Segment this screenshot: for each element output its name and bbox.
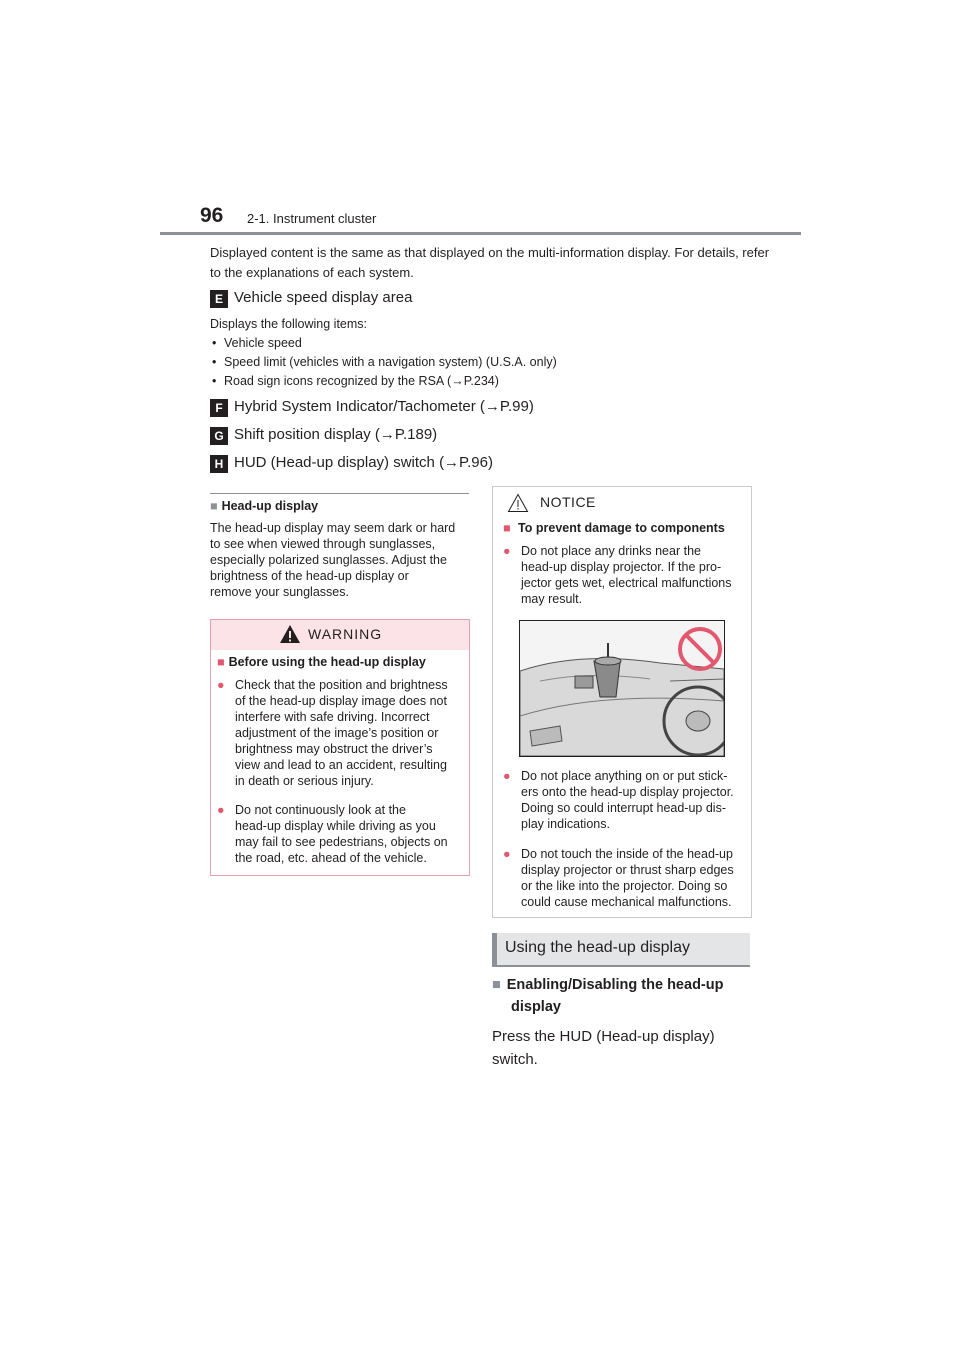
text-line: remove your sunglasses. [210,585,349,599]
circle-bullet-icon: ● [217,678,225,692]
dashboard-illustration [519,620,725,757]
speed-display-description [210,315,557,391]
hud-note-heading [210,499,318,513]
hud-note-heading-text: Head-up display [221,499,319,513]
text-line: Doing so could interrupt head-up dis- [521,801,726,815]
text-line: interfere with safe driving. Incorrect [235,710,430,724]
notice-bullet-2 [503,768,749,834]
square-bullet-icon: ■ [217,655,225,669]
item-label-e: E [210,290,228,308]
warning-triangle-icon [279,624,301,644]
item-title-g: Shift position display (→P.189) [234,426,438,443]
text-line: Do not touch the inside of the head-up [521,847,733,861]
notice-subheading [503,521,725,535]
divider [210,493,469,494]
notice-subheading-text: To prevent damage to components [518,521,725,535]
warning-bullet-2 [217,802,467,868]
list-item: • Vehicle speed [210,334,557,353]
notice-bullet-1 [503,543,749,609]
square-bullet-icon: ■ [210,499,218,513]
enable-disable-heading [492,974,723,1018]
text-line: adjustment of the image’s position or [235,726,439,740]
text-line: especially polarized sunglasses. Adjust the [210,553,447,567]
item-label-h: H [210,455,228,473]
section-title: 2-1. Instrument cluster [247,211,377,226]
circle-bullet-icon: ● [503,847,511,861]
dashboard-drawing-icon [520,621,724,756]
item-label-f: F [210,399,228,417]
text-line: Do not continuously look at the [235,803,406,817]
text-line: display projector or thrust sharp edges [521,863,734,877]
bullet-text [521,543,732,607]
warning-box [210,619,470,876]
text-line: The head-up display may seem dark or hard [210,521,456,535]
text-line: play indications. [521,817,610,831]
item-title-h: HUD (Head-up display) switch (→P.96) [234,454,493,471]
warning-subheading [217,655,426,669]
text-line: Press the HUD (Head-up display) [492,1028,715,1045]
item-title-e: Vehicle speed display area [234,289,413,306]
item-title-f: Hybrid System Indicator/Tachometer (→P.99) [234,398,534,415]
section-heading-accent [492,933,497,967]
circle-bullet-icon: ● [503,769,511,783]
notice-box [492,486,752,918]
bullet-text [521,846,734,910]
warning-subheading-text: Before using the head-up display [228,655,426,669]
square-bullet-icon: ■ [503,521,511,535]
heading-line: display [511,999,561,1015]
text-line: the road, etc. ahead of the vehicle. [235,851,427,865]
text-line: brightness may obstruct the driver’s [235,742,433,756]
circle-bullet-icon: ● [503,544,511,558]
text-line: could cause mechanical malfunctions. [521,895,732,909]
list-item: • Road sign icons recognized by the RSA (→P.234) [210,372,557,391]
text-line: jector gets wet, electrical malfunctions [521,576,732,590]
text-line: or the like into the projector. Doing so [521,879,728,893]
text-line: to see when viewed through sunglasses, [210,537,436,551]
text-line: brightness of the head-up display or [210,569,409,583]
section-heading: Using the head-up display [505,939,691,956]
press-instruction [492,1025,750,1071]
warning-title: WARNING [308,626,383,642]
text-line: Do not place any drinks near the [521,544,701,558]
hud-note-text [210,520,472,600]
page-number: 96 [200,204,224,227]
text-line: in death or serious injury. [235,774,374,788]
text-line: head-up display projector. If the pro- [521,560,722,574]
text-line: switch. [492,1051,538,1068]
intro-paragraph: Displayed content is the same as that displayed on the multi-information display. For details, refer to the explanations of each system. [210,245,770,280]
text-line: of the head-up display image does not [235,694,447,708]
circle-bullet-icon: ● [217,803,225,817]
text-line: may fail to see pedestrians, objects on [235,835,448,849]
bullet-text [235,677,448,789]
text-line: Check that the position and brightness [235,678,448,692]
bullet-text [521,768,734,832]
bullet-text [235,802,448,866]
speed-desc-intro: Displays the following items: [210,317,368,331]
notice-bullet-3 [503,846,749,912]
caution-triangle-icon [507,493,529,513]
text-line: may result. [521,592,583,606]
heading-line: Enabling/Disabling the head-up [506,977,724,993]
text-line: ers onto the head-up display projector. [521,785,734,799]
text-line: view and lead to an accident, resulting [235,758,447,772]
text-line: Do not place anything on or put stick- [521,769,728,783]
item-label-g: G [210,427,228,445]
speed-desc-list [210,334,557,391]
square-bullet-icon: ■ [492,977,501,993]
header-rule [160,232,801,235]
warning-bullet-1 [217,677,467,792]
notice-title: NOTICE [540,494,596,510]
list-item: • Speed limit (vehicles with a navigation system) (U.S.A. only) [210,353,557,372]
text-line: head-up display while driving as you [235,819,436,833]
